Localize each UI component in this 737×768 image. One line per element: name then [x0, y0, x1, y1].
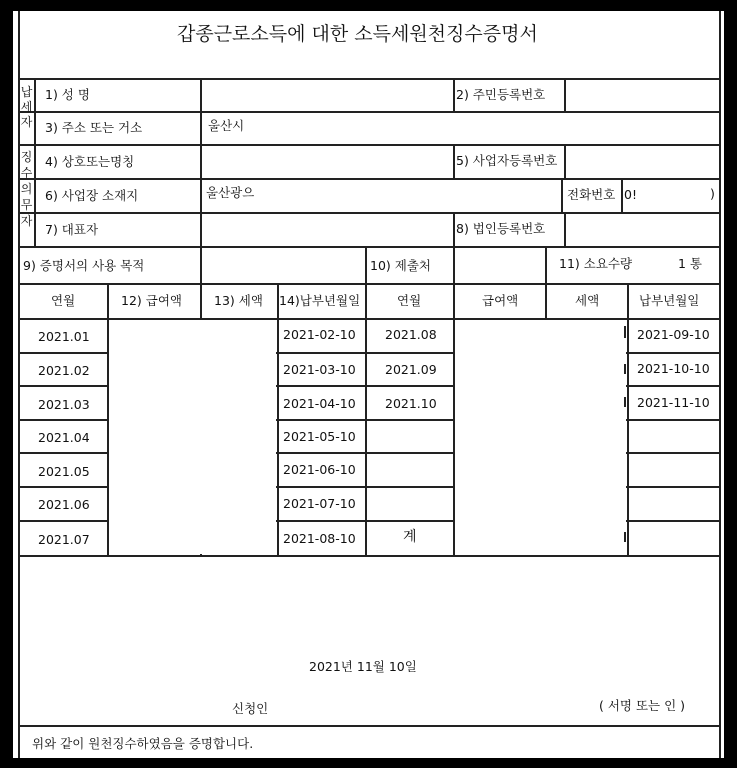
side-char: 무 — [20, 198, 33, 212]
phone-label: 전화번호 — [567, 187, 616, 202]
rule — [200, 283, 202, 325]
submit-to-label: 10) 제출처 — [370, 258, 431, 273]
rule — [18, 555, 721, 557]
row-month: 2021.05 — [38, 464, 90, 479]
row-paid-date: 2021-06-10 — [283, 462, 356, 477]
quantity-value: 1 통 — [678, 256, 703, 271]
applicant-label: 신청인 — [232, 701, 269, 716]
redaction — [455, 320, 626, 554]
rule — [561, 178, 563, 213]
rule — [627, 283, 629, 555]
row-month: 2021.04 — [38, 430, 90, 445]
border — [719, 11, 721, 758]
row-month: 2021.06 — [38, 497, 90, 512]
rule — [453, 78, 455, 112]
side-char: 납 — [20, 85, 33, 99]
row-month: 2021.02 — [38, 363, 90, 378]
name-label: 1) 성 명 — [45, 87, 90, 102]
rule — [564, 78, 566, 112]
header-month: 연월 — [51, 293, 76, 308]
ceo-label: 7) 대표자 — [45, 222, 99, 237]
row-paid-date-2: 2021-10-10 — [637, 361, 710, 376]
certification-statement: 위와 같이 원천징수하였음을 증명합니다. — [32, 736, 254, 751]
row-paid-date: 2021-03-10 — [283, 362, 356, 377]
rule — [621, 178, 623, 213]
rule — [624, 397, 626, 407]
quantity-label: 11) 소요수량 — [559, 256, 633, 271]
row-month: 2021.01 — [38, 329, 90, 344]
rule — [545, 283, 547, 321]
rule — [277, 283, 279, 555]
address-value: 울산시 — [208, 118, 245, 133]
rule — [453, 246, 455, 283]
header-tax-2: 세액 — [575, 293, 600, 308]
row-paid-date: 2021-07-10 — [283, 496, 356, 511]
rule — [200, 78, 202, 283]
document-title: 갑종근로소득에 대한 소득세원천징수증명서 — [177, 23, 538, 45]
company-label: 4) 상호또는명칭 — [45, 154, 135, 169]
resident-id-label: 2) 주민등록번호 — [456, 87, 546, 102]
rule — [18, 212, 721, 214]
workplace-value: 울산광으 — [206, 185, 255, 200]
rule — [18, 144, 721, 146]
header-tax: 13) 세액 — [214, 293, 263, 308]
rule — [18, 78, 721, 80]
row-month-2: 2021.09 — [385, 362, 437, 377]
side-char: 의 — [20, 182, 33, 196]
header-month-2: 연월 — [397, 293, 422, 308]
rule — [18, 283, 721, 285]
rule — [18, 178, 721, 180]
rule — [18, 111, 721, 113]
side-char: 징 — [20, 150, 33, 164]
rule — [624, 326, 626, 338]
side-char: 수 — [20, 166, 33, 180]
row-paid-date: 2021-05-10 — [283, 429, 356, 444]
rule — [18, 246, 721, 248]
side-char: 자 — [20, 214, 33, 228]
row-month: 2021.07 — [38, 532, 90, 547]
row-month: 2021.03 — [38, 397, 90, 412]
redaction — [109, 320, 276, 554]
rule — [624, 532, 626, 542]
rule — [365, 283, 367, 555]
certificate-paper — [13, 11, 724, 758]
row-paid-date: 2021-04-10 — [283, 396, 356, 411]
phone-tail: ) — [710, 186, 715, 201]
header-salary: 12) 급여액 — [121, 293, 182, 308]
taxpayer-side-label — [19, 85, 34, 130]
header-paid-date: 14)납부년월일 — [279, 293, 361, 308]
total-label: 계 — [403, 529, 417, 545]
issue-date: 2021년 11월 10일 — [309, 659, 417, 674]
header-paid-date-2: 납부년월일 — [639, 293, 700, 308]
rule — [453, 144, 455, 179]
side-char: 자 — [20, 115, 33, 129]
corporate-number-label: 8) 법인등록번호 — [456, 221, 546, 236]
purpose-label: 9) 증명서의 사용 목적 — [23, 258, 145, 273]
row-paid-date-2: 2021-11-10 — [637, 395, 710, 410]
rule — [453, 212, 455, 247]
phone-value: 0! — [624, 187, 637, 202]
address-label: 3) 주소 또는 거소 — [45, 120, 143, 135]
signature-label: ( 서명 또는 인 ) — [599, 698, 686, 713]
rule — [564, 212, 566, 247]
rule — [545, 246, 547, 283]
business-number-label: 5) 사업자등록번호 — [456, 153, 558, 168]
row-paid-date-2: 2021-09-10 — [637, 327, 710, 342]
rule — [18, 725, 721, 727]
side-char: 세 — [20, 100, 33, 114]
rule — [624, 364, 626, 374]
withholder-side-label — [19, 149, 34, 229]
rule — [34, 78, 36, 246]
rule — [365, 246, 367, 283]
row-month-2: 2021.08 — [385, 327, 437, 342]
row-month-2: 2021.10 — [385, 396, 437, 411]
row-paid-date: 2021-02-10 — [283, 327, 356, 342]
row-paid-date: 2021-08-10 — [283, 531, 356, 546]
rule — [564, 144, 566, 179]
header-salary-2: 급여액 — [482, 293, 519, 308]
workplace-label: 6) 사업장 소재지 — [45, 188, 139, 203]
